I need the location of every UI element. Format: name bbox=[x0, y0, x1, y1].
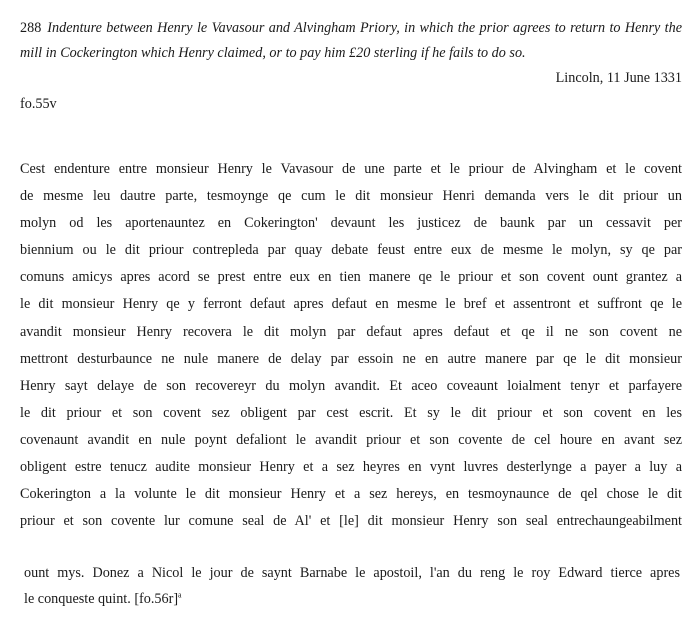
text-line: obligent estre tenucz audite monsieur Henry et a sez heyres en vynt luvres desterlynge a payer a luy a bbox=[20, 459, 682, 476]
closing-line-text: le conqueste quint. [fo.56r] bbox=[24, 590, 179, 607]
footnote-marker[interactable]: a bbox=[178, 589, 182, 599]
text-line: comuns amicys apres acord se prest entre eux en tien manere qe le priour et son covent ount grantez a bbox=[20, 269, 682, 286]
indenture-text bbox=[20, 156, 682, 535]
text-line: priour et son covente lur comune seal de Al' et [le] dit monsieur Henry son seal entrechaungeabilment bbox=[20, 513, 682, 530]
place-date: Lincoln, 11 June 1331 bbox=[555, 70, 682, 86]
text-line: le dit priour et son covent sez obligent par cest escrit. Et sy le dit priour et son covent en les bbox=[20, 404, 682, 421]
folio-reference: fo.55v bbox=[20, 96, 57, 112]
text-line: biennium ou le dit priour contrepleda par quay debate feust entre eux de mesme le molyn, sy qe par bbox=[20, 242, 682, 259]
text-line: avandit monsieur Henry recovera le dit molyn par defaut apres defaut et qe il ne son covent ne bbox=[20, 323, 682, 340]
text-line: Henry sayt delaye de son recovereyr du molyn avandit. Et aceo coveaunt loialment tenyr et parfayere bbox=[20, 377, 682, 394]
text-line: le dit monsieur Henry qe y ferront defaut apres defaut en mesme le bref et assentront et suffront qe le bbox=[20, 296, 682, 313]
text-line: mettront desturbaunce ne nule manere de delay par essoin ne en autre manere par qe le dit monsieur bbox=[20, 350, 682, 367]
text-line: Cokerington a la volunte le dit monsieur Henry et a sez hereys, en tesmoynaunce de qel chose le dit bbox=[20, 486, 682, 503]
closing-line: ount mys. Donez a Nicol le jour de saynt Barnabe le apostoil, l'an du reng le roy Edward tierce apres bbox=[24, 565, 680, 581]
text-line: covenaunt avandit en nule poynt defaliont le avandit priour et son covente de cel houre en avant sez bbox=[20, 431, 682, 448]
entry-number: 288 bbox=[20, 20, 42, 36]
text-line: molyn od les aportenauntez en Cokerington' devaunt les justicez de baunk par un cessavit per bbox=[20, 215, 682, 232]
closing-line-last bbox=[24, 587, 680, 613]
text-line: de mesme leu dautre parte, tesmoynge qe cum le dit monsieur Henri demanda vers le dit priour un bbox=[20, 188, 682, 205]
entry-heading bbox=[20, 16, 682, 66]
text-line: Cest endenture entre monsieur Henry le Vavasour de une parte et le priour de Alvingham et le covent bbox=[20, 161, 682, 177]
closing-text bbox=[24, 561, 680, 612]
entry-title: Indenture between Henry le Vavasour and Alvingham Priory, in which the prior agrees to return to Henry the mill in Cockerington which Henry claimed, or to pay him £20 sterling if he fails to do so. bbox=[20, 20, 682, 61]
entry-header bbox=[20, 16, 682, 116]
